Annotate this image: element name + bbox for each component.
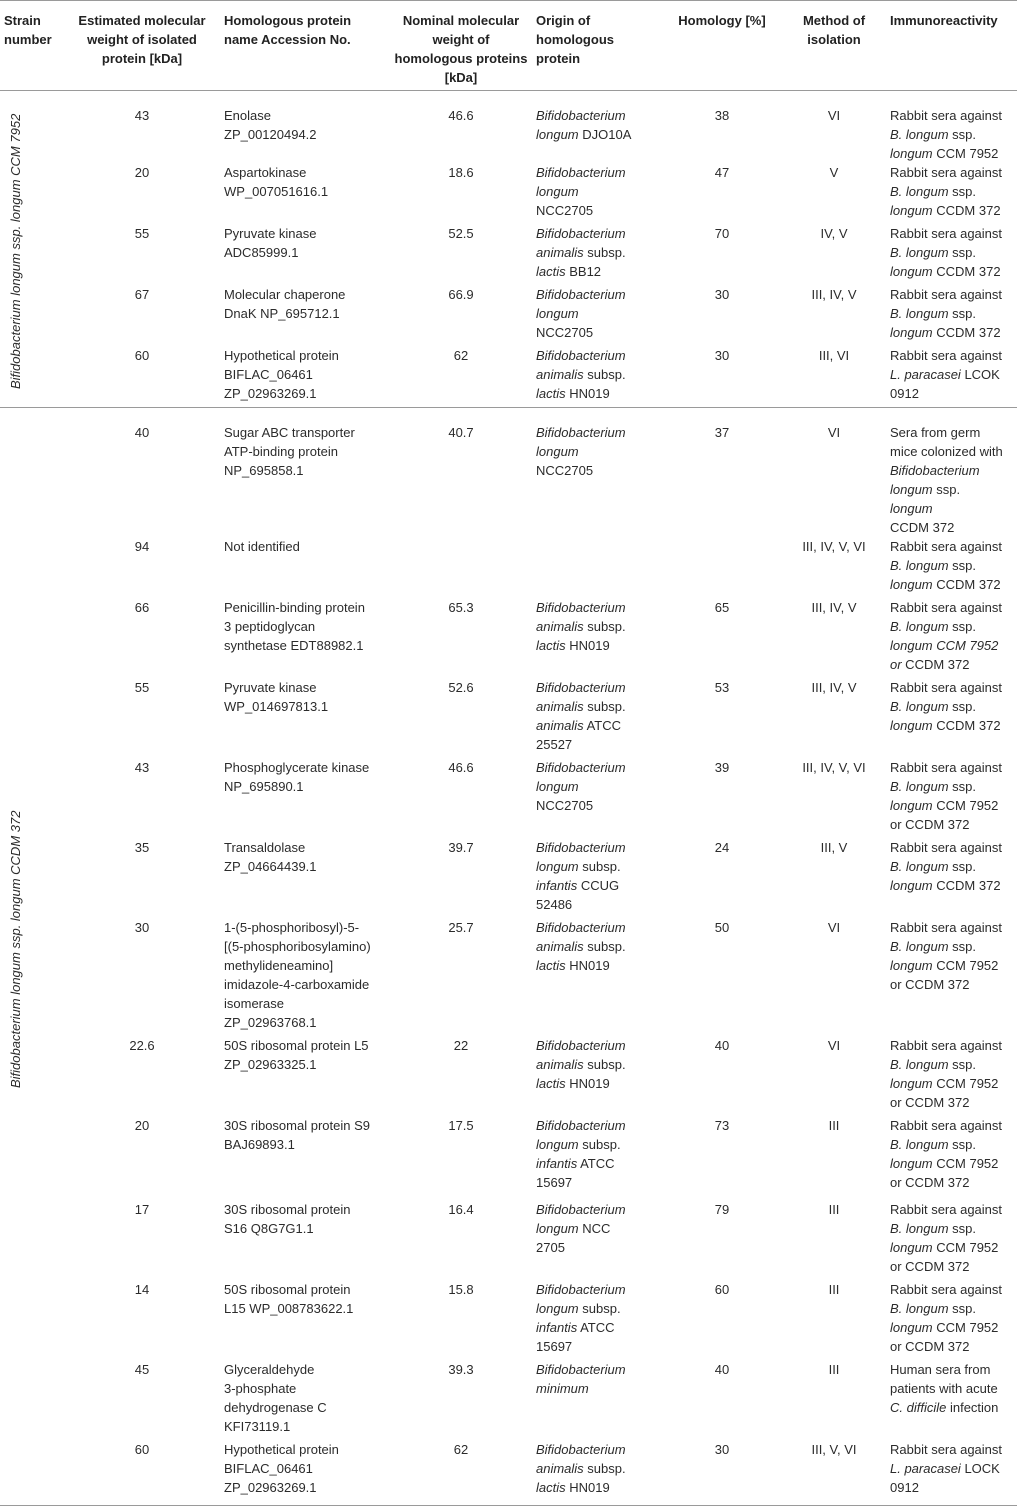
table-row (0, 1036, 1017, 1116)
method-cell: III (828, 1281, 840, 1297)
protein-name-line: 30S ribosomal protein S9 (224, 1117, 370, 1133)
homology-cell: 47 (714, 165, 730, 180)
strain-label-cell (0, 407, 64, 1506)
protein-name-line: Aspartokinase (224, 165, 307, 180)
col-homologous-name: Homologous protein name Accession No. (220, 1, 390, 91)
table-row (0, 598, 1017, 678)
header-row (0, 1, 1017, 91)
homology-cell: 37 (714, 424, 730, 440)
protein-name-line: Hypothetical protein (224, 1441, 339, 1457)
estimated-weight-cell: 55 (134, 226, 150, 241)
protein-name-line: Glyceraldehyde (224, 1361, 315, 1377)
origin-cell: Bifidobacterium animalis subsp. lactis HN019 (532, 1440, 662, 1506)
method-cell: V (829, 165, 839, 180)
table-row (0, 918, 1017, 1036)
immunoreactivity-cell: Rabbit sera against B. longum ssp. longum CCM 7952 or CCDM 372 (890, 599, 1003, 672)
method-cell: VI (827, 919, 841, 935)
col-nominal-weight: Nominal molecular weight of homologous proteins [kDa] (390, 1, 532, 91)
protein-name-line: 1-(5-phosphoribosyl)-5- (224, 919, 360, 935)
table-row (0, 407, 1017, 537)
homology-cell (662, 537, 782, 598)
immunoreactivity-cell: Rabbit sera against B. longum ssp. longum CCM 7952 or CCDM 372 (890, 1201, 1003, 1274)
nominal-weight-cell: 62 (390, 346, 532, 407)
col-homology: Homology [%] (662, 1, 782, 91)
col-method: Method of isolation (782, 1, 886, 91)
protein-name-line: NP_695858.1 (224, 462, 304, 478)
immunoreactivity-cell: Rabbit sera against B. longum ssp. longum CCDM 372 (890, 226, 1003, 279)
estimated-weight-cell: 35 (134, 839, 150, 855)
homology-cell: 40 (714, 1361, 730, 1377)
estimated-weight-cell: 60 (64, 346, 220, 407)
table-row (0, 1440, 1017, 1506)
nominal-weight-cell: 25.7 (448, 919, 474, 935)
estimated-weight-cell: 43 (134, 108, 150, 123)
strain-label: Bifidobacterium longum ssp. longum CCM 7952 (8, 113, 23, 389)
protein-name-line: ADC85999.1 (224, 245, 299, 260)
method-cell: VI (827, 1037, 841, 1053)
homology-cell: 40 (714, 1037, 730, 1053)
origin-cell: Bifidobacterium longum subsp. infantis CCUG 52486 (536, 839, 626, 912)
protein-name-line: KFI73119.1 (224, 1418, 291, 1434)
nominal-weight-cell: 52.5 (448, 226, 474, 241)
nominal-weight-cell: 18.6 (448, 165, 474, 180)
origin-cell: Bifidobacterium longum NCC2705 (536, 165, 626, 218)
protein-name-cell (220, 407, 390, 537)
immunoreactivity-cell: Rabbit sera against B. longum ssp. longum CCM 7952 or CCDM 372 (890, 1117, 1003, 1190)
nominal-weight-cell (390, 537, 532, 598)
protein-name-line: dehydrogenase C (224, 1399, 327, 1415)
protein-name-line: Transaldolase (224, 839, 306, 855)
protein-name-line: 50S ribosomal protein (224, 1281, 351, 1297)
nominal-weight-cell: 17.5 (448, 1117, 474, 1133)
nominal-weight-cell: 46.6 (448, 759, 474, 775)
protein-name-line: NP_695890.1 (224, 778, 304, 794)
homology-cell: 70 (714, 226, 730, 241)
origin-cell: Bifidobacterium animalis subsp. lactis HN019 (536, 1037, 626, 1091)
immunoreactivity-cell: Sera from germ mice colonized with Bifidobacterium longum ssp. longum CCDM 372 (890, 424, 1003, 535)
protein-name-cell (220, 163, 390, 224)
protein-name-cell (220, 537, 390, 598)
protein-name-cell (220, 1036, 390, 1116)
nominal-weight-cell: 62 (390, 1440, 532, 1506)
estimated-weight-cell: 60 (64, 1440, 220, 1506)
homology-cell: 79 (714, 1201, 730, 1217)
method-cell: III (828, 1117, 840, 1133)
homology-cell: 30 (662, 346, 782, 407)
protein-name-cell (220, 1440, 390, 1506)
homology-cell: 38 (714, 108, 730, 123)
protein-name-line: BAJ69893.1 (224, 1136, 295, 1152)
protein-name-line: ZP_02963768.1 (224, 1014, 317, 1030)
estimated-weight-cell: 22.6 (129, 1037, 155, 1053)
origin-cell: Bifidobacterium longum DJO10A (536, 108, 632, 142)
table-row (0, 1360, 1017, 1440)
homology-cell: 30 (714, 287, 730, 302)
table-row (0, 678, 1017, 758)
origin-cell: Bifidobacterium animalis subsp. lactis BB12 (536, 226, 626, 279)
method-cell: VI (827, 424, 841, 440)
origin-cell: Bifidobacterium longum NCC2705 (536, 424, 626, 478)
homology-cell: 24 (714, 839, 730, 855)
protein-name-line: DnaK NP_695712.1 (224, 306, 340, 321)
protein-name-cell (220, 346, 390, 407)
protein-name-line: WP_014697813.1 (224, 698, 329, 714)
immunoreactivity-cell: Rabbit sera against B. longum ssp. longum CCDM 372 (890, 287, 1003, 340)
protein-name-line: 3 peptidoglycan (224, 618, 316, 634)
table-row (0, 838, 1017, 918)
nominal-weight-cell: 22 (453, 1037, 469, 1053)
method-cell: III, V, VI (782, 1440, 886, 1506)
homology-cell: 30 (662, 1440, 782, 1506)
protein-name-line: Hypothetical protein (224, 348, 339, 363)
protein-name-line: 3-phosphate (224, 1380, 297, 1396)
origin-cell: Bifidobacterium minimum (536, 1361, 626, 1396)
protein-name-line: Pyruvate kinase (224, 679, 317, 695)
origin-cell: Bifidobacterium animalis subsp. lactis HN019 (536, 919, 626, 973)
origin-cell: Bifidobacterium animalis subsp. lactis HN019 (532, 346, 662, 407)
table-body (0, 91, 1017, 1506)
homology-cell: 50 (714, 919, 730, 935)
immunoreactivity-cell: Rabbit sera against B. longum ssp. longum CCM 7952 or CCDM 372 (890, 759, 1003, 832)
table-row (0, 285, 1017, 346)
estimated-weight-cell: 66 (134, 599, 150, 615)
protein-name-line: synthetase EDT88982.1 (224, 637, 364, 653)
estimated-weight-cell: 43 (134, 759, 150, 775)
col-strain-number: Strain number (0, 1, 64, 91)
protein-name-line: Pyruvate kinase (224, 226, 317, 241)
estimated-weight-cell: 20 (134, 1117, 150, 1133)
homology-cell: 65 (714, 599, 730, 615)
protein-name-line: imidazole-4-carboxamide (224, 976, 370, 992)
method-cell: III, IV, V, VI (802, 759, 866, 775)
table-row (0, 537, 1017, 598)
nominal-weight-cell: 65.3 (448, 599, 474, 615)
protein-name-cell (220, 1200, 390, 1280)
nominal-weight-cell: 66.9 (448, 287, 474, 302)
estimated-weight-cell: 40 (134, 424, 150, 440)
immunoreactivity-cell: Human sera from patients with acute C. difficile infection (890, 1361, 999, 1415)
origin-cell: Bifidobacterium longum NCC 2705 (536, 1201, 626, 1255)
method-cell: III, V (820, 839, 848, 855)
table-row (0, 1116, 1017, 1200)
immunoreactivity-cell: Rabbit sera against B. longum ssp. longum CCDM 372 (890, 839, 1003, 893)
origin-cell: Bifidobacterium animalis subsp. lactis HN019 (536, 599, 626, 653)
protein-name-cell (220, 285, 390, 346)
protein-name-cell (220, 91, 390, 164)
immunoreactivity-cell: Rabbit sera against B. longum ssp. longum CCDM 372 (890, 538, 1003, 592)
nominal-weight-cell: 40.7 (448, 424, 474, 440)
origin-cell: Bifidobacterium animalis subsp. animalis ATCC 25527 (536, 679, 626, 752)
immunoreactivity-cell: Rabbit sera against B. longum ssp. longum CCDM 372 (890, 165, 1003, 218)
col-immunoreactivity: Immunoreactivity (886, 1, 1017, 91)
method-cell: III (828, 1361, 840, 1377)
protein-name-line: Enolase (224, 108, 271, 123)
protein-name-line: ZP_00120494.2 (224, 127, 317, 142)
protein-name-line: ZP_04664439.1 (224, 858, 317, 874)
col-estimated-weight: Estimated molecular weight of isolated protein [kDa] (64, 1, 220, 91)
immunoreactivity-cell: Rabbit sera against L. paracasei LCOK 0912 (886, 346, 1017, 407)
table-row (0, 91, 1017, 164)
protein-name-line: ZP_02963269.1 (224, 386, 317, 401)
method-cell: III, IV, V (811, 679, 857, 695)
method-cell: III, VI (782, 346, 886, 407)
protein-name-line: ATP-binding protein (224, 443, 338, 459)
method-cell: III, IV, V, VI (802, 538, 866, 554)
immunoreactivity-cell: Rabbit sera against B. longum ssp. longum CCDM 372 (890, 679, 1003, 733)
method-cell: III, IV, V (811, 599, 857, 615)
origin-cell: Bifidobacterium longum subsp. infantis ATCC 15697 (536, 1117, 626, 1190)
protein-name-line: Sugar ABC transporter (224, 424, 355, 440)
protein-name-line: BIFLAC_06461 (224, 367, 313, 382)
table-row (0, 1280, 1017, 1360)
protein-name-line: Penicillin-binding protein (224, 599, 365, 615)
table-row (0, 346, 1017, 407)
estimated-weight-cell: 55 (134, 679, 150, 695)
protein-name-cell (220, 838, 390, 918)
origin-cell: Bifidobacterium longum NCC2705 (536, 759, 626, 813)
estimated-weight-cell: 30 (134, 919, 150, 935)
origin-cell: Bifidobacterium longum NCC2705 (536, 287, 626, 340)
protein-name-cell (220, 598, 390, 678)
estimated-weight-cell: 67 (134, 287, 150, 302)
protein-name-line: WP_007051616.1 (224, 184, 329, 199)
method-cell: III, IV, V (811, 287, 857, 302)
protein-name-cell (220, 1116, 390, 1200)
protein-name-line: Phosphoglycerate kinase (224, 759, 370, 775)
table-row (0, 224, 1017, 285)
strain-label: Bifidobacterium longum ssp. longum CCDM 372 (8, 810, 23, 1088)
immunoreactivity-cell: Rabbit sera against B. longum ssp. longum CCM 7952 (890, 108, 1003, 161)
origin-cell (532, 537, 662, 598)
immunoreactivity-cell: Rabbit sera against B. longum ssp. longum CCM 7952 or CCDM 372 (890, 1281, 1003, 1354)
protein-name-cell (220, 1280, 390, 1360)
immunoreactivity-cell: Rabbit sera against B. longum ssp. longum CCM 7952 or CCDM 372 (890, 1037, 1003, 1110)
protein-name-line: ZP_02963269.1 (224, 1479, 317, 1495)
protein-name-line: BIFLAC_06461 (224, 1460, 313, 1476)
method-cell: VI (827, 108, 841, 123)
estimated-weight-cell: 20 (134, 165, 150, 180)
protein-name-line: 30S ribosomal protein (224, 1201, 351, 1217)
origin-cell: Bifidobacterium longum subsp. infantis ATCC 15697 (536, 1281, 626, 1354)
protein-name-line: 50S ribosomal protein L5 (224, 1037, 369, 1053)
protein-name-line: isomerase (224, 995, 284, 1011)
homology-cell: 53 (714, 679, 730, 695)
estimated-weight-cell: 45 (134, 1361, 150, 1377)
protein-name-cell (220, 678, 390, 758)
method-cell: IV, V (820, 226, 848, 241)
nominal-weight-cell: 52.6 (448, 679, 474, 695)
nominal-weight-cell: 16.4 (448, 1201, 474, 1217)
protein-name-line: [(5-phosphoribosylamino) (224, 938, 371, 954)
protein-name-line: L15 WP_008783622.1 (224, 1300, 354, 1316)
protein-name-cell (220, 1360, 390, 1440)
protein-name-line: Not identified (224, 538, 300, 554)
col-origin: Origin of homologous protein (532, 1, 662, 91)
homology-cell: 73 (714, 1117, 730, 1133)
protein-name-cell (220, 918, 390, 1036)
protein-name-line: methylideneamino] (224, 957, 334, 973)
table-row (0, 163, 1017, 224)
protein-name-line: Molecular chaperone (224, 287, 346, 302)
nominal-weight-cell: 39.3 (448, 1361, 474, 1377)
homology-cell: 60 (714, 1281, 730, 1297)
immunoreactivity-cell: Rabbit sera against B. longum ssp. longum CCM 7952 or CCDM 372 (890, 919, 1003, 992)
protein-name-cell (220, 758, 390, 838)
protein-name-line: S16 Q8G7G1.1 (224, 1220, 314, 1236)
nominal-weight-cell: 46.6 (448, 108, 474, 123)
protein-name-cell (220, 224, 390, 285)
table-row (0, 1200, 1017, 1280)
estimated-weight-cell: 94 (134, 538, 150, 554)
table-row (0, 758, 1017, 838)
estimated-weight-cell: 17 (134, 1201, 150, 1217)
nominal-weight-cell: 39.7 (448, 839, 474, 855)
strain-label-cell (0, 91, 64, 408)
estimated-weight-cell: 14 (134, 1281, 150, 1297)
method-cell: III (828, 1201, 840, 1217)
nominal-weight-cell: 15.8 (448, 1281, 474, 1297)
immunoreactivity-cell: Rabbit sera against L. paracasei LOCK 0912 (886, 1440, 1017, 1506)
homology-cell: 39 (714, 759, 730, 775)
protein-name-line: ZP_02963325.1 (224, 1056, 317, 1072)
